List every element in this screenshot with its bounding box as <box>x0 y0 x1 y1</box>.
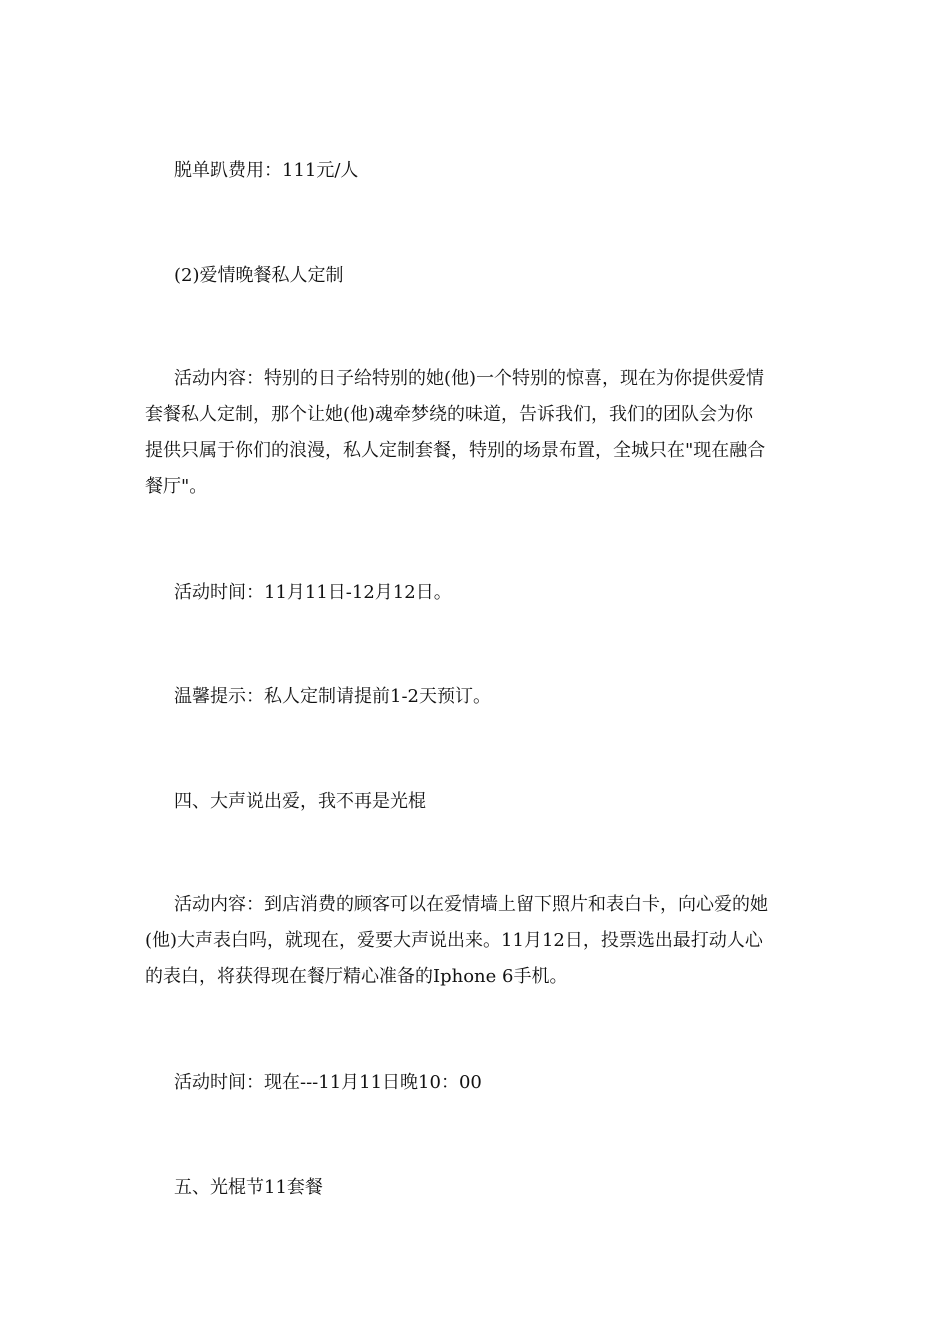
text-line: 活动内容：特别的日子给特别的她(他)一个特别的惊喜，现在为你提供爱情 <box>174 368 765 389</box>
paragraph-time-love-dinner: 活动时间：11月11日-12月12日。 <box>174 582 452 603</box>
paragraph-fee: 脱单趴费用：111元/人 <box>174 160 359 181</box>
paragraph-time-confession: 活动时间：现在---11月11日晚10：00 <box>174 1072 482 1093</box>
text-line: 的表白，将获得现在餐厅精心准备的Iphone 6手机。 <box>145 966 568 987</box>
paragraph-heading-love-dinner: (2)爱情晚餐私人定制 <box>174 265 344 286</box>
paragraph-content-love-dinner <box>145 361 807 505</box>
text-line: 餐厅"。 <box>145 476 208 497</box>
paragraph-tip: 温馨提示：私人定制请提前1-2天预订。 <box>174 686 491 707</box>
section-heading-five: 五、光棍节11套餐 <box>174 1177 323 1198</box>
text-line: 提供只属于你们的浪漫，私人定制套餐，特别的场景布置，全城只在"现在融合 <box>145 440 766 461</box>
section-heading-four: 四、大声说出爱，我不再是光棍 <box>174 791 426 812</box>
text-line: (他)大声表白吗，就现在，爱要大声说出来。11月12日，投票选出最打动人心 <box>145 930 763 951</box>
paragraph-content-confession <box>145 887 807 995</box>
text-line: 套餐私人定制，那个让她(他)魂牵梦绕的味道，告诉我们，我们的团队会为你 <box>145 404 754 425</box>
text-line: 活动内容：到店消费的顾客可以在爱情墙上留下照片和表白卡，向心爱的她 <box>174 894 768 915</box>
